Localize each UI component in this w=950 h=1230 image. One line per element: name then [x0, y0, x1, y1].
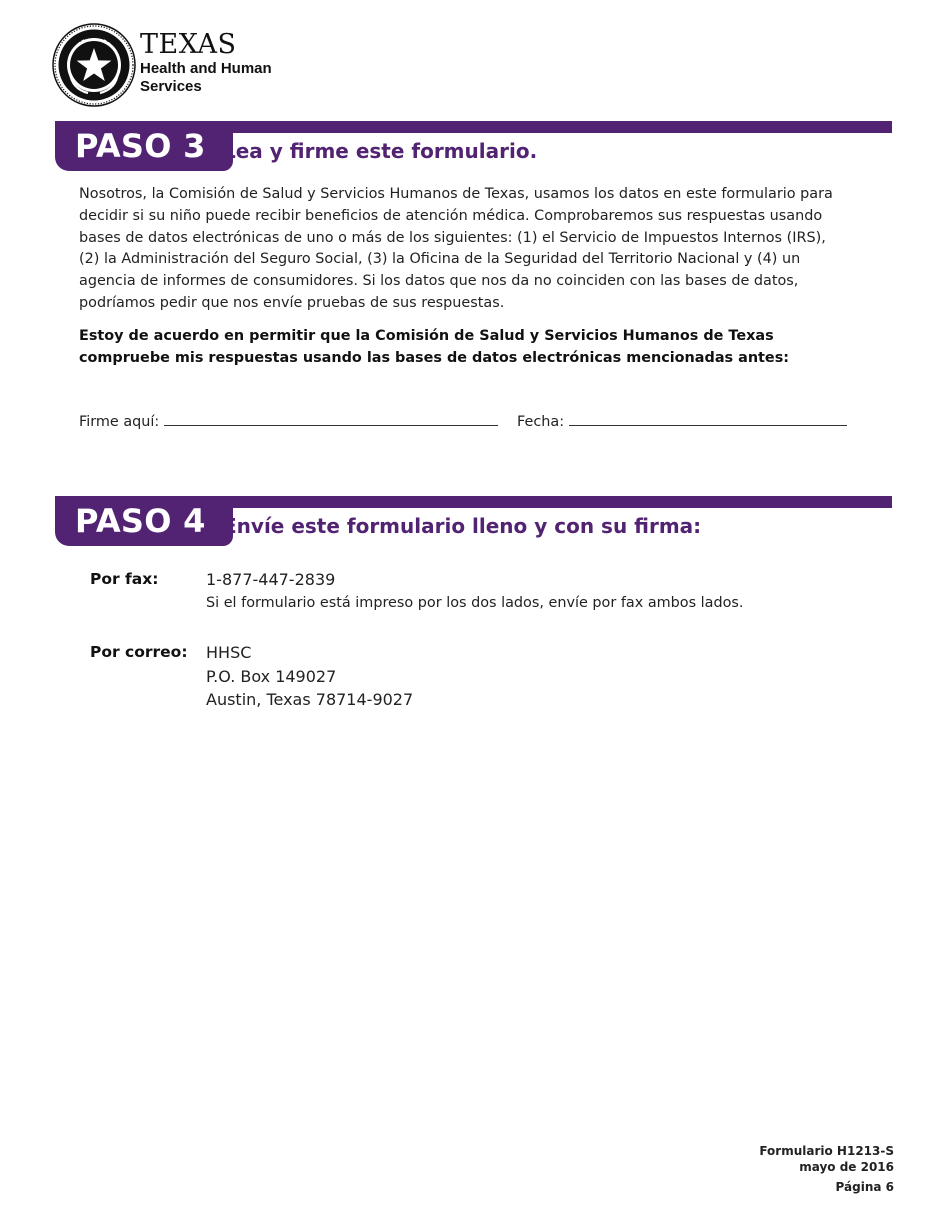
mail-line3: Austin, Texas 78714-9027	[206, 690, 414, 709]
mail-line2: P.O. Box 149027	[206, 666, 337, 686]
texas-seal-icon	[52, 23, 136, 107]
mail-address	[206, 641, 413, 712]
step3-paragraph: Nosotros, la Comisión de Salud y Servicios Humanos de Texas, usamos los datos en este formulario para decidir si su niño puede recibir beneficios de atención médica. Comprobaremos sus respuestas usando bases de datos electrónicas de uno o más de los siguientes: (1) el Servicio de Impuestos Internos (IRS), (2) la Administración del Seguro Social, (3) la Oficina de la Seguridad del Territorio Nacional y (4) un agencia de informes de consumidores. Si los datos que nos da no coinciden con las bases de datos, podríamos pedir que nos envíe pruebas de sus respuestas.	[79, 186, 833, 311]
hhs-logo	[52, 23, 282, 109]
logo-subtitle-line1: Health and Human	[140, 60, 272, 77]
logo-subtitle-line2: Services	[140, 78, 202, 95]
mail-label: Por correo:	[90, 643, 188, 661]
step3-header	[55, 121, 892, 173]
step4-tab: PASO 4	[55, 496, 233, 546]
mail-line1: HHSC	[206, 643, 252, 662]
step3-title: Lea y firme este formulario.	[223, 139, 538, 163]
signature-line[interactable]	[164, 411, 498, 426]
step4-header	[55, 496, 892, 548]
logo-title: TEXAS	[140, 29, 237, 60]
step4-title: Envíe este formulario lleno y con su firma:	[223, 514, 702, 538]
date-label: Fecha:	[517, 414, 565, 430]
step3-agreement: Estoy de acuerdo en permitir que la Comisión de Salud y Servicios Humanos de Texas compruebe mis respuestas usando las bases de datos electrónicas mencionadas antes:	[79, 328, 790, 366]
form-id: Formulario H1213-S	[759, 1144, 894, 1158]
signature-row	[79, 411, 847, 433]
fax-note: Si el formulario está impreso por los dos lados, envíe por fax ambos lados.	[206, 595, 744, 611]
date-line[interactable]	[569, 411, 847, 426]
fax-number: 1-877-447-2839	[206, 570, 336, 589]
fax-label: Por fax:	[90, 570, 159, 588]
page-number: Página 6	[835, 1180, 894, 1194]
form-date: mayo de 2016	[799, 1160, 894, 1174]
step3-tab: PASO 3	[55, 121, 233, 171]
sign-label: Firme aquí:	[79, 414, 160, 430]
